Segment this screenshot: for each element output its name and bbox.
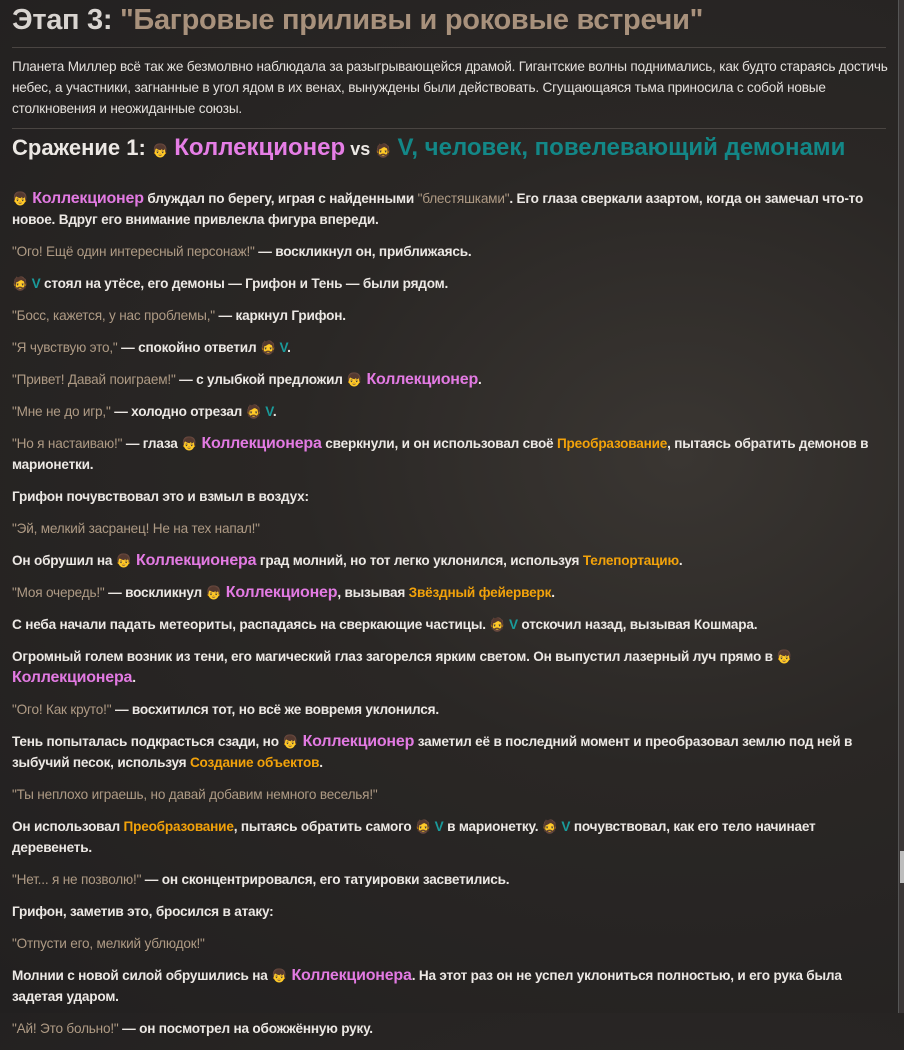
dialogue-quote: "Привет! Давай поиграем!" [12, 372, 176, 387]
narration-text: Огромный голем возник из тени, его магический глаз загорелся ярким светом. Он выпустил лазерный луч прямо в [12, 649, 777, 664]
scrollbar-thumb[interactable] [900, 851, 904, 883]
collector-name: Коллекционер [362, 371, 479, 388]
character-emoji-icon: 👦 [282, 734, 299, 749]
narration-text: — воскликнул он, приближаясь. [254, 244, 472, 259]
narration-text: . [678, 553, 683, 568]
story-paragraph [12, 614, 888, 635]
intro-paragraph: Планета Миллер всё так же безмолвно наблюдала за разыгрывающейся драмой. Гигантские волны поднимались, как будто стараясь достичь небес, а участники, загнанные в угол ядом в их венах, вынуждены были действовать. Сгущающаяся тьма приносила с собой новые столкновения и неожиданные союзы. [12, 59, 888, 116]
character-emoji-icon: 🧔 [12, 276, 28, 291]
dialogue-quote: "Отпусти его, мелкий ублюдок!" [12, 936, 205, 951]
narration-text: отскочил назад, вызывая Кошмара. [517, 617, 758, 632]
character-emoji-icon: 👦 [346, 372, 363, 387]
collector-name: Коллекционера [12, 669, 133, 686]
narration-text: град молний, но тот легко уклонился, используя [256, 553, 583, 568]
narration-text: — каркнул Грифон. [214, 308, 346, 323]
fighter-collector: Коллекционер [174, 134, 346, 161]
story-paragraph [12, 901, 888, 922]
v-name: V [557, 819, 571, 834]
narration-text: почувствовал, как его тело начинает деревенеть. [12, 819, 816, 855]
narration-text: блуждал по берегу, играя с найденными [143, 191, 418, 206]
narration-text: — он посмотрел на обожжённую руку. [118, 1021, 373, 1036]
story-paragraph [12, 965, 888, 1007]
dialogue-quote: "Эй, мелкий засранец! Не на тех напал!" [12, 521, 260, 536]
story-paragraph [12, 188, 888, 230]
dialogue-quote: "Нет... я не позволю!" [12, 872, 142, 887]
collector-name: Коллекционера [197, 435, 322, 452]
story-paragraph [12, 933, 888, 954]
dialogue-quote: "Ого! Ещё один интересный персонаж!" [12, 244, 255, 259]
story-paragraph [12, 518, 888, 539]
v-avatar-icon: 🧔 [375, 143, 392, 158]
dialogue-quote: "Босс, кажется, у нас проблемы," [12, 308, 215, 323]
narration-text: сверкнули, и он использовал своё [321, 436, 557, 451]
character-emoji-icon: 👦 [271, 968, 288, 983]
skill-name: Звёздный фейерверк [408, 585, 552, 600]
stage-title-quote: "Багровые приливы и роковые встречи" [119, 4, 704, 36]
story-paragraph [12, 1018, 888, 1039]
narration-text: . [287, 340, 291, 355]
narration-text: — восхитился тот, но всё же вовремя уклонился. [111, 702, 439, 717]
divider [12, 128, 886, 129]
narration-text: — глаза [122, 436, 182, 451]
story-paragraph [12, 869, 888, 890]
character-emoji-icon: 👦 [205, 585, 222, 600]
collector-name: Коллекционера [131, 552, 257, 569]
character-emoji-icon: 👦 [181, 436, 198, 451]
dialogue-quote: "Ого! Как круто!" [12, 702, 112, 717]
story-paragraph [12, 486, 888, 507]
narration-text: . [272, 404, 277, 419]
narration-text: — спокойно ответил [117, 340, 260, 355]
narration-text: , вызывая [337, 585, 409, 600]
character-emoji-icon: 🧔 [541, 819, 558, 834]
narration-text: . [478, 372, 482, 387]
narration-text: , пытаясь обратить самого [233, 819, 416, 834]
scrollbar[interactable] [898, 0, 904, 1013]
battle-heading [12, 134, 888, 162]
narration-text: в марионетку. [443, 819, 542, 834]
collector-name: Коллекционер [28, 190, 144, 207]
skill-name: Преобразование [556, 436, 668, 451]
narration-text: Молнии с новой силой обрушились на [12, 968, 272, 983]
dialogue-quote: "Мне не до игр," [12, 404, 111, 419]
story-paragraph [12, 550, 888, 571]
skill-name: Создание объектов [189, 755, 320, 770]
story-paragraph [12, 582, 888, 603]
fighter-v: V, человек, повелевающий демонами [397, 134, 846, 161]
story-paragraph [12, 273, 888, 294]
collector-name: Коллекционера [287, 967, 412, 984]
battle-narrative [12, 188, 888, 1039]
dialogue-quote: "Ты неплохо играешь, но давай добавим немного веселья!" [12, 787, 378, 802]
dialogue-quote: "Я чувствую это," [12, 340, 118, 355]
story-paragraph [12, 784, 888, 805]
story-paragraph [12, 337, 888, 358]
narration-text: , пытаясь обратить демонов в марионетки. [12, 436, 869, 472]
character-emoji-icon: 👦 [12, 191, 28, 206]
dialogue-quote: "Моя очередь!" [12, 585, 105, 600]
character-emoji-icon: 🧔 [245, 404, 262, 419]
stage-title [12, 0, 888, 38]
narration-text: . [319, 755, 323, 770]
collector-name: Коллекционер [221, 584, 338, 601]
narration-text: . [132, 670, 136, 685]
story-paragraph [12, 699, 888, 720]
narration-text: . Его глаза сверкали азартом, когда он замечал что-то новое. Вдруг его внимание привлекла фигура впереди. [12, 191, 864, 227]
narration-text: — холодно отрезал [110, 404, 246, 419]
narration-text: Он использовал [12, 819, 124, 834]
collector-name: Коллекционер [298, 733, 415, 750]
skill-name: Преобразование [123, 819, 234, 834]
battle-label: Сражение 1: [12, 135, 152, 160]
character-emoji-icon: 👦 [776, 649, 793, 664]
narration-text: Грифон почувствовал это и взмыл в воздух: [12, 489, 309, 504]
story-paragraph [12, 369, 888, 390]
collector-avatar-icon: 👦 [151, 143, 169, 158]
story-paragraph [12, 731, 888, 773]
narration-text: . На этот раз он не успел уклониться полностью, и его рука была задетая ударом. [12, 968, 842, 1004]
narration-text: заметил её в последний момент и преобразовал землю под ней в зыбучий песок, используя [12, 734, 853, 770]
dialogue-quote: "Но я настаиваю!" [12, 436, 123, 451]
narration-text: Грифон, заметив это, бросился в атаку: [12, 904, 274, 919]
narration-text: С неба начали падать метеориты, распадаясь на сверкающие частицы. [12, 617, 490, 632]
story-paragraph [12, 305, 888, 326]
story-paragraph [12, 433, 888, 475]
story-content [12, 0, 888, 1050]
v-name: V [28, 276, 41, 291]
character-emoji-icon: 🧔 [259, 340, 276, 355]
narration-text: — с улыбкой предложил [175, 372, 347, 387]
v-name: V [505, 617, 518, 632]
character-emoji-icon: 🧔 [489, 617, 506, 632]
story-paragraph [12, 241, 888, 262]
narration-text: — он сконцентрировался, его татуировки засветились. [141, 872, 510, 887]
narration-text: стоял на утёсе, его демоны — Грифон и Тень — были рядом. [40, 276, 449, 291]
divider [12, 47, 886, 48]
character-emoji-icon: 👦 [115, 553, 132, 568]
narration-text: — воскликнул [104, 585, 206, 600]
character-emoji-icon: 🧔 [415, 819, 432, 834]
stage-title-prefix: Этап 3: [12, 4, 120, 36]
v-name: V [275, 340, 288, 355]
v-name: V [431, 819, 444, 834]
v-name: V [261, 404, 273, 419]
narration-text: Он обрушил на [12, 553, 116, 568]
narration-text: Тень попыталась подкрасться сзади, но [12, 734, 283, 749]
dialogue-quote: "блестяшками" [417, 191, 510, 206]
story-paragraph [12, 646, 888, 688]
narration-text: . [551, 585, 555, 600]
story-paragraph [12, 401, 888, 422]
vs-label: vs [345, 139, 376, 159]
story-paragraph [12, 816, 888, 858]
dialogue-quote: "Ай! Это больно!" [12, 1021, 119, 1036]
skill-name: Телепортацию [582, 553, 679, 568]
